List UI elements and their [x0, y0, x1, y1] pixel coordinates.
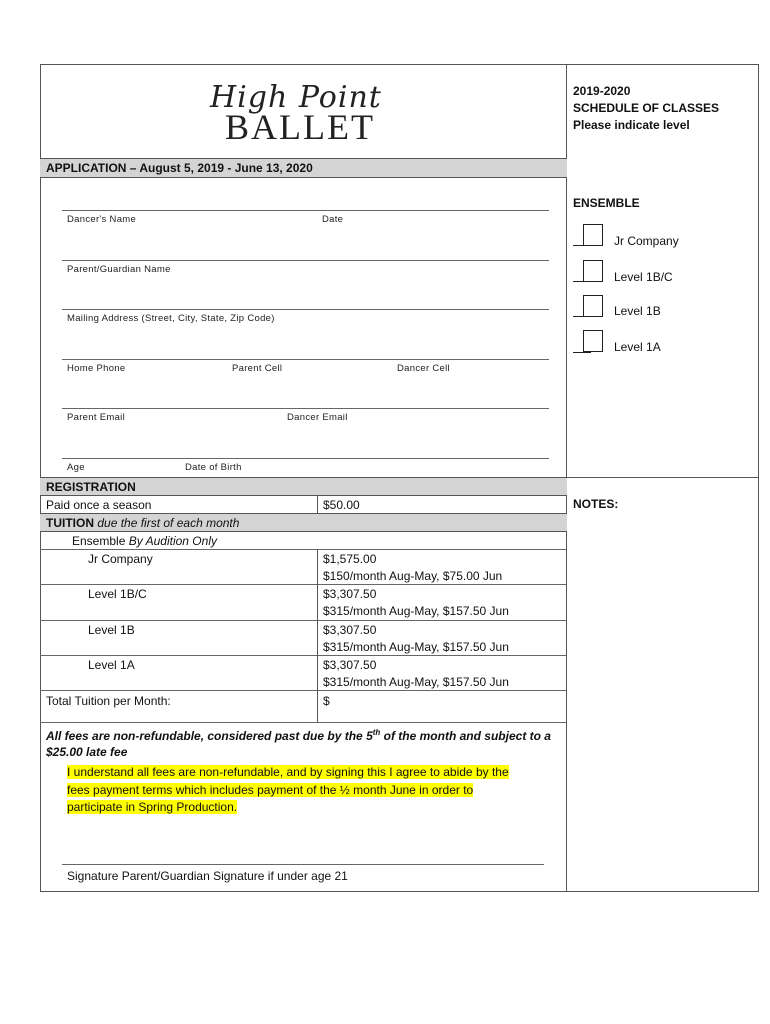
ensemble-subheading — [72, 534, 217, 548]
logo-ballet: BALLET — [225, 107, 375, 147]
notes-label: NOTES: — [573, 497, 619, 511]
tuition-table-line — [40, 722, 567, 723]
dob-label: Date of Birth — [185, 462, 242, 473]
tuition-total-2: $3,307.50 — [323, 623, 377, 637]
parent-email-label: Parent Email — [67, 412, 125, 423]
signature-line[interactable] — [62, 864, 544, 865]
registration-label: Paid once a season — [46, 498, 152, 512]
application-title: APPLICATION – August 5, 2019 - June 13, 2020 — [46, 161, 313, 175]
dancer-email-label: Dancer Email — [287, 412, 348, 423]
tuition-total-1: $3,307.50 — [323, 587, 377, 601]
tuition-monthly-1: $315/month Aug-May, $157.50 Jun — [323, 604, 509, 618]
registration-divider — [317, 495, 318, 513]
checkbox-level-1b[interactable] — [583, 295, 603, 317]
tuition-monthly-2: $315/month Aug-May, $157.50 Jun — [323, 640, 509, 654]
agreement-line-0: I understand all fees are non-refundable, and by signing this I agree to abide by the — [67, 765, 509, 779]
signature-label: Signature Parent/Guardian Signature if under age 21 — [67, 869, 348, 883]
tuition-table-line — [40, 584, 567, 585]
agreement-line-2: participate in Spring Production. — [67, 800, 238, 814]
logo-script: High Point — [210, 80, 382, 115]
tuition-table-line — [40, 549, 567, 550]
phone-line[interactable] — [62, 359, 549, 360]
checkbox-jr-company[interactable] — [583, 224, 603, 246]
mailing-address-label: Mailing Address (Street, City, State, Zip Code) — [67, 313, 275, 324]
dancer-name-label: Dancer's Name — [67, 214, 137, 225]
age-line[interactable] — [62, 458, 549, 459]
checkbox-level-1bc[interactable] — [583, 260, 603, 282]
tuition-level-3: Level 1A — [88, 658, 135, 672]
tuition-column-divider — [317, 549, 318, 722]
total-tuition-value[interactable]: $ — [323, 694, 330, 708]
dancer-name-line[interactable] — [62, 210, 549, 211]
tuition-monthly-3: $315/month Aug-May, $157.50 Jun — [323, 675, 509, 689]
dancer-cell-label: Dancer Cell — [397, 363, 450, 374]
schedule-subtitle: Please indicate level — [573, 118, 690, 132]
tuition-level-0: Jr Company — [88, 552, 153, 566]
registration-title: REGISTRATION — [46, 480, 136, 494]
agreement-text — [67, 764, 509, 817]
tuition-level-1: Level 1B/C — [88, 587, 147, 601]
tuition-table-line — [40, 620, 567, 621]
parent-name-label: Parent/Guardian Name — [67, 264, 171, 275]
schedule-title: SCHEDULE OF CLASSES — [573, 101, 720, 115]
checkbox-level-1a[interactable] — [583, 330, 603, 352]
tuition-total-0: $1,575.00 — [323, 552, 377, 566]
level-1b: Level 1B — [614, 304, 661, 318]
notes-divider — [566, 477, 759, 478]
agreement-line-1: fees payment terms which includes payment of the ½ month June in order to — [67, 782, 474, 797]
tuition-title — [46, 516, 239, 530]
registration-amount: $50.00 — [323, 498, 360, 512]
tuition-table-line — [40, 690, 567, 691]
fees-line1-b: of the month and subject to a — [380, 729, 551, 743]
ensemble-suffix: By Audition Only — [128, 534, 217, 548]
tuition-total-3: $3,307.50 — [323, 658, 377, 672]
tuition-monthly-0: $150/month Aug-May, $75.00 Jun — [323, 569, 503, 583]
level-jr-company: Jr Company — [614, 234, 679, 248]
checkbox-underline — [573, 352, 591, 353]
fees-statement — [46, 728, 561, 743]
ensemble-title: ENSEMBLE — [573, 196, 640, 210]
ensemble-label: Ensemble — [72, 534, 126, 548]
email-line[interactable] — [62, 408, 549, 409]
notes-area[interactable] — [567, 516, 757, 890]
tuition-table-line — [40, 655, 567, 656]
tuition-level-2: Level 1B — [88, 623, 135, 637]
tuition-title-text: TUITION — [46, 516, 94, 530]
fees-line1-sup: th — [372, 728, 381, 737]
parent-name-line[interactable] — [62, 260, 549, 261]
mailing-address-line[interactable] — [62, 309, 549, 310]
fees-line1-a: All fees are non-refundable, considered past due by the 5 — [46, 729, 373, 743]
age-label: Age — [67, 462, 85, 473]
home-phone-label: Home Phone — [67, 363, 126, 374]
date-label: Date — [322, 214, 344, 225]
late-fee: $25.00 late fee — [46, 745, 128, 759]
level-1bc: Level 1B/C — [614, 270, 673, 284]
total-tuition-label: Total Tuition per Month: — [46, 694, 171, 708]
parent-cell-label: Parent Cell — [232, 363, 283, 374]
schedule-year: 2019-2020 — [573, 84, 631, 98]
level-1a: Level 1A — [614, 340, 661, 354]
tuition-title-suffix: due the first of each month — [97, 516, 240, 530]
